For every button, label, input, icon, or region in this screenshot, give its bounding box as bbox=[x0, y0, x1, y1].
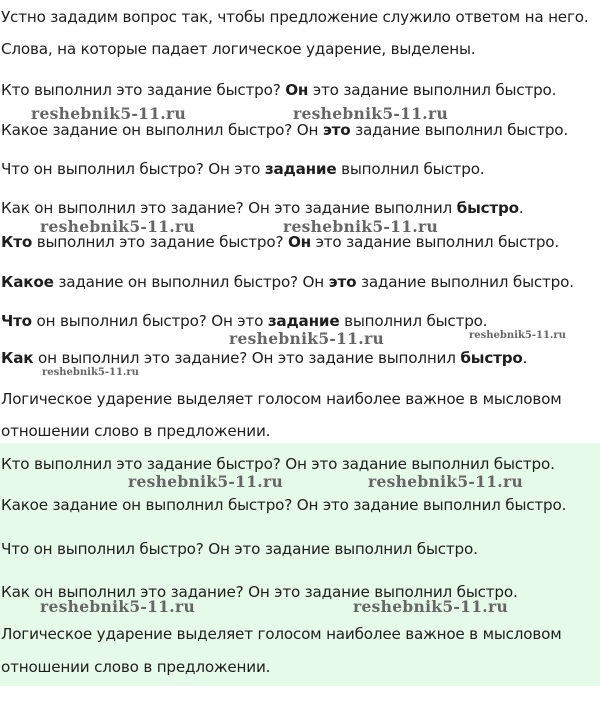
example-8: Как он выполнил это задание? Он это задание выполнил быстро. bbox=[1, 349, 528, 367]
watermark: reshebnik5-11.ru bbox=[293, 104, 449, 123]
example-5: Кто выполнил это задание быстро? Он это задание выполнил быстро. bbox=[1, 233, 559, 251]
watermark: reshebnik5-11.ru bbox=[42, 367, 139, 378]
answer-line-6: отношении слово в предложении. bbox=[1, 658, 271, 676]
example-3: Что он выполнил быстро? Он это задание выполнил быстро. bbox=[1, 160, 485, 178]
watermark: reshebnik5-11.ru bbox=[40, 217, 196, 236]
note-text: Слова, на которые падает логическое ударение, выделены. bbox=[1, 40, 476, 58]
answer-line-2: Какое задание он выполнил быстро? Он это задание выполнил быстро. bbox=[1, 496, 567, 514]
watermark: reshebnik5-11.ru bbox=[229, 329, 385, 348]
example-1: Кто выполнил это задание быстро? Он это задание выполнил быстро. bbox=[1, 81, 557, 99]
conclusion-line-2: отношении слово в предложении. bbox=[1, 422, 271, 440]
answer-line-3: Что он выполнил быстро? Он это задание выполнил быстро. bbox=[1, 540, 478, 558]
watermark: reshebnik5-11.ru bbox=[353, 597, 509, 616]
example-4: Как он выполнил это задание? Он это задание выполнил быстро. bbox=[1, 199, 524, 217]
watermark: reshebnik5-11.ru bbox=[283, 217, 439, 236]
watermark: reshebnik5-11.ru bbox=[469, 330, 566, 341]
watermark: reshebnik5-11.ru bbox=[368, 472, 524, 491]
task-text: Устно зададим вопрос так, чтобы предложение служило ответом на него. bbox=[1, 8, 589, 26]
example-7: Что он выполнил быстро? Он это задание выполнил быстро. bbox=[1, 312, 488, 330]
watermark: reshebnik5-11.ru bbox=[128, 472, 284, 491]
example-2: Какое задание он выполнил быстро? Он это задание выполнил быстро. bbox=[1, 121, 568, 139]
watermark: reshebnik5-11.ru bbox=[31, 104, 187, 123]
answer-line-1: Кто выполнил это задание быстро? Он это задание выполнил быстро. bbox=[1, 455, 555, 473]
answer-line-4: Как он выполнил это задание? Он это задание выполнил быстро. bbox=[1, 583, 518, 601]
example-6: Какое задание он выполнил быстро? Он это задание выполнил быстро. bbox=[1, 273, 574, 291]
conclusion-line-1: Логическое ударение выделяет голосом наиболее важное в мысловом bbox=[1, 390, 562, 408]
answer-line-5: Логическое ударение выделяет голосом наиболее важное в мысловом bbox=[1, 625, 562, 643]
watermark: reshebnik5-11.ru bbox=[40, 597, 196, 616]
